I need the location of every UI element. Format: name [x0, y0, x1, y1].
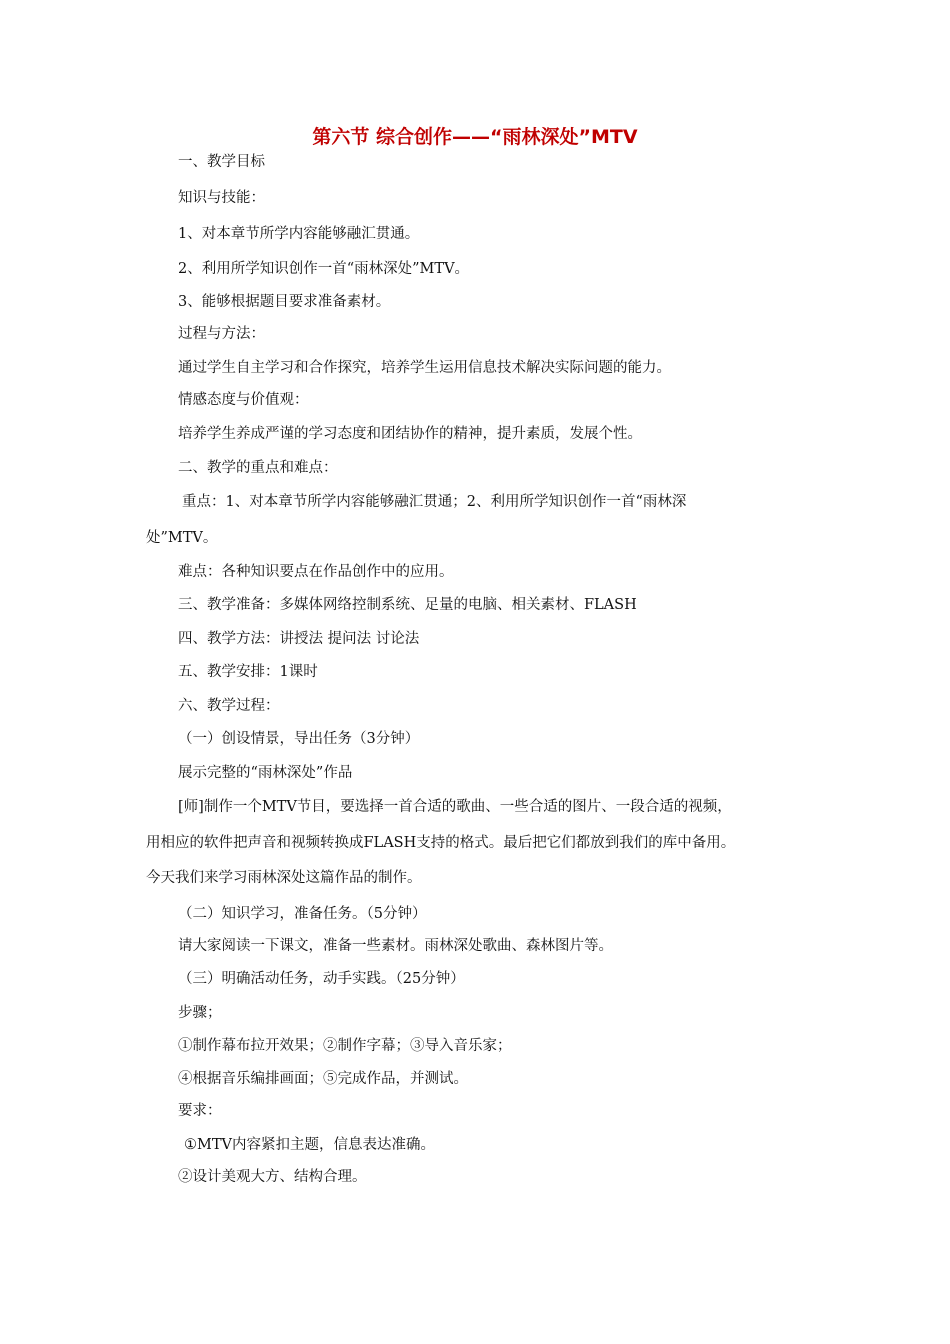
teacher-text-line-3: 今天我们来学习雨林深处这篇作品的制作。	[146, 870, 422, 886]
steps-list-line-2: ④根据音乐编排画面；⑤完成作品，并测试。	[178, 1071, 468, 1087]
step-heading-1: （一）创设情景，导出任务（3分钟）	[178, 731, 420, 747]
step-heading-3: （三）明确活动任务，动手实践。（25分钟）	[178, 971, 465, 987]
requirement-2: ②设计美观大方、结构合理。	[178, 1169, 367, 1185]
goal-item-2: 2、利用所学知识创作一首“雨林深处”MTV。	[178, 261, 470, 277]
section-heading-process: 六、教学过程：	[178, 698, 280, 714]
key-points-continued: 处”MTV。	[146, 530, 218, 546]
step-2-text: 请大家阅读一下课文，准备一些素材。雨林深处歌曲、森林图片等。	[178, 938, 613, 954]
document-title: 第六节 综合创作——“雨林深处”MTV	[312, 126, 638, 148]
teacher-text-line-2: 用相应的软件把声音和视频转换成FLASH支持的格式。最后把它们都放到我们的库中备用。	[146, 835, 736, 851]
section-heading-preparation: 三、教学准备：多媒体网络控制系统、足量的电脑、相关素材、FLASH	[178, 597, 637, 613]
subheading-attitude-values: 情感态度与价值观：	[178, 392, 309, 408]
process-method-text: 通过学生自主学习和合作探究，培养学生运用信息技术解决实际问题的能力。	[178, 360, 671, 376]
subheading-process-method: 过程与方法：	[178, 326, 265, 342]
step-heading-2: （二）知识学习，准备任务。（5分钟）	[178, 906, 427, 922]
requirement-1: ①MTV内容紧扣主题，信息表达准确。	[184, 1137, 435, 1153]
section-heading-schedule: 五、教学安排：1课时	[178, 664, 318, 680]
goal-item-1: 1、对本章节所学内容能够融汇贯通。	[178, 226, 420, 242]
section-heading-teaching-goals: 一、教学目标	[178, 154, 265, 170]
teacher-text-line-1: [师]制作一个MTV节目，要选择一首合适的歌曲、一些合适的图片、一段合适的视频，	[178, 799, 732, 815]
section-heading-methods: 四、教学方法：讲授法 提问法 讨论法	[178, 631, 420, 647]
attitude-values-text: 培养学生养成严谨的学习态度和团结协作的精神，提升素质，发展个性。	[178, 426, 642, 442]
subheading-knowledge-skills: 知识与技能：	[178, 190, 265, 206]
step-1-text: 展示完整的“雨林深处”作品	[178, 765, 353, 781]
section-heading-key-points: 二、教学的重点和难点：	[178, 460, 338, 476]
steps-label: 步骤；	[178, 1005, 222, 1021]
steps-list-line-1: ①制作幕布拉开效果；②制作字幕；③导入音乐家；	[178, 1038, 512, 1054]
goal-item-3: 3、能够根据题目要求准备素材。	[178, 294, 391, 310]
requirements-label: 要求：	[178, 1103, 222, 1119]
key-points-text: 重点：1、对本章节所学内容能够融汇贯通；2、利用所学知识创作一首“雨林深	[182, 494, 687, 510]
difficult-points-text: 难点：各种知识要点在作品创作中的应用。	[178, 564, 454, 580]
